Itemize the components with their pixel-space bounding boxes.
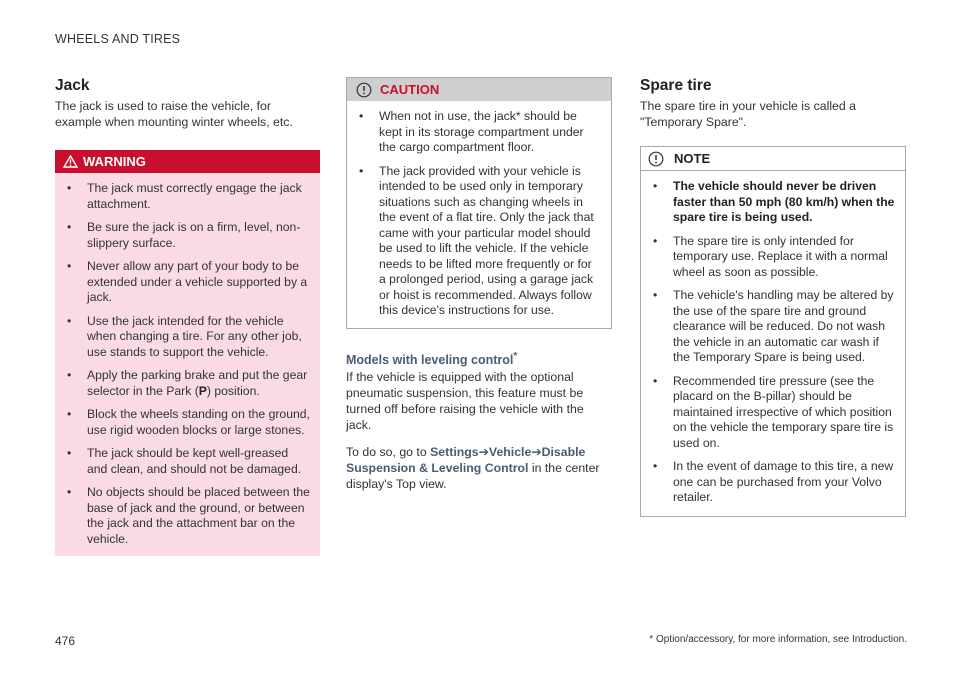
warning-label: WARNING <box>83 154 146 169</box>
note-header <box>641 147 905 171</box>
spare-column <box>640 77 906 517</box>
caution-column <box>346 77 612 492</box>
warning-list <box>55 173 320 556</box>
leveling-path: To do so, go to Settings➔Vehicle➔Disable Suspension & Leveling Control in the center display's Top view. <box>346 444 600 491</box>
caution-box <box>346 77 612 329</box>
warning-box <box>55 150 320 556</box>
leveling-body: If the vehicle is equipped with the optional pneumatic suspension, this feature must be turned off before raising the vehicle with the jack. <box>346 369 584 432</box>
list-item: • Never allow any part of your body to be extended under a vehicle supported by a jack. <box>67 259 308 304</box>
arrow-right-icon: ➔ <box>478 444 489 459</box>
page-number: 476 <box>55 634 76 648</box>
list-item: • The vehicle's handling may be altered by the use of the spare tire and ground clearance will be reduced. Do not wash the vehicle in an automatic car wash if the Temporary Spare is being used. <box>653 288 894 364</box>
running-header: WHEELS AND TIRES <box>55 32 181 46</box>
warning-triangle-icon <box>63 155 83 168</box>
warning-header <box>55 150 320 173</box>
settings-path-link: Settings <box>430 444 479 459</box>
list-item: • The jack must correctly engage the jack attachment. <box>67 181 302 211</box>
list-item: • Be sure the jack is on a firm, level, non-slippery surface. <box>67 220 301 250</box>
exclamation-circle-icon <box>356 82 380 98</box>
list-item: • The spare tire is only intended for temporary use. Replace it with a normal wheel as soon as possible. <box>653 233 888 279</box>
info-circle-icon <box>648 151 674 167</box>
note-list <box>641 171 905 516</box>
list-item: • When not in use, the jack* should be kept in its storage compartment under the cargo compartment floor. <box>359 109 584 154</box>
list-item: • Apply the parking brake and put the gear selector in the Park (P) position. <box>67 368 308 398</box>
caution-header <box>347 78 611 101</box>
jack-intro: The jack is used to raise the vehicle, for example when mounting winter wheels, etc. <box>55 99 293 129</box>
list-item: • The vehicle should never be driven faster than 50 mph (80 km/h) when the spare tire is being used. <box>653 179 895 224</box>
disable-suspension-path-link: Disable Suspension & Leveling Control <box>346 444 586 475</box>
caution-list <box>347 101 611 328</box>
list-item: • The jack should be kept well-greased and clean, and should not be damaged. <box>67 446 302 476</box>
spare-title: Spare tire <box>640 77 712 94</box>
note-box <box>640 146 906 517</box>
list-item: • No objects should be placed between the base of jack and the ground, or between the jack and the attachment bar on the vehicle. <box>67 485 310 546</box>
spare-intro: The spare tire in your vehicle is called a "Temporary Spare". <box>640 99 856 129</box>
list-item: • In the event of damage to this tire, a new one can be purchased from your Volvo retailer. <box>653 459 894 504</box>
jack-title: Jack <box>55 77 90 94</box>
list-item: • Use the jack intended for the vehicle when changing a tire. For any other job, use stands to support the vehicle. <box>67 313 302 359</box>
list-item: • The jack provided with your vehicle is intended to be used only in temporary situations such as changing wheels in the event of a flat tire. Only the jack that came with your particular model should be used to lift the vehicle. If the vehicle needs to be lifted more frequently or for a prolonged period, using a garage jack or hoist is recommended. Always follow this device's instructions for use. <box>359 163 594 317</box>
list-item: • Block the wheels standing on the ground, use rigid wooden blocks or large stones. <box>67 407 310 437</box>
leveling-heading: Models with leveling control* <box>346 350 518 367</box>
vehicle-path-link: Vehicle <box>488 444 532 459</box>
note-label: NOTE <box>674 151 711 166</box>
footnote: * Option/accessory, for more information, see Introduction. <box>649 634 907 645</box>
caution-label: CAUTION <box>380 82 440 97</box>
jack-column <box>55 77 320 556</box>
arrow-right-icon: ➔ <box>531 444 542 459</box>
list-item: • Recommended tire pressure (see the placard on the B-pillar) should be maintained irrespective of which position on the vehicle the temporary spare tire is used on. <box>653 373 894 450</box>
